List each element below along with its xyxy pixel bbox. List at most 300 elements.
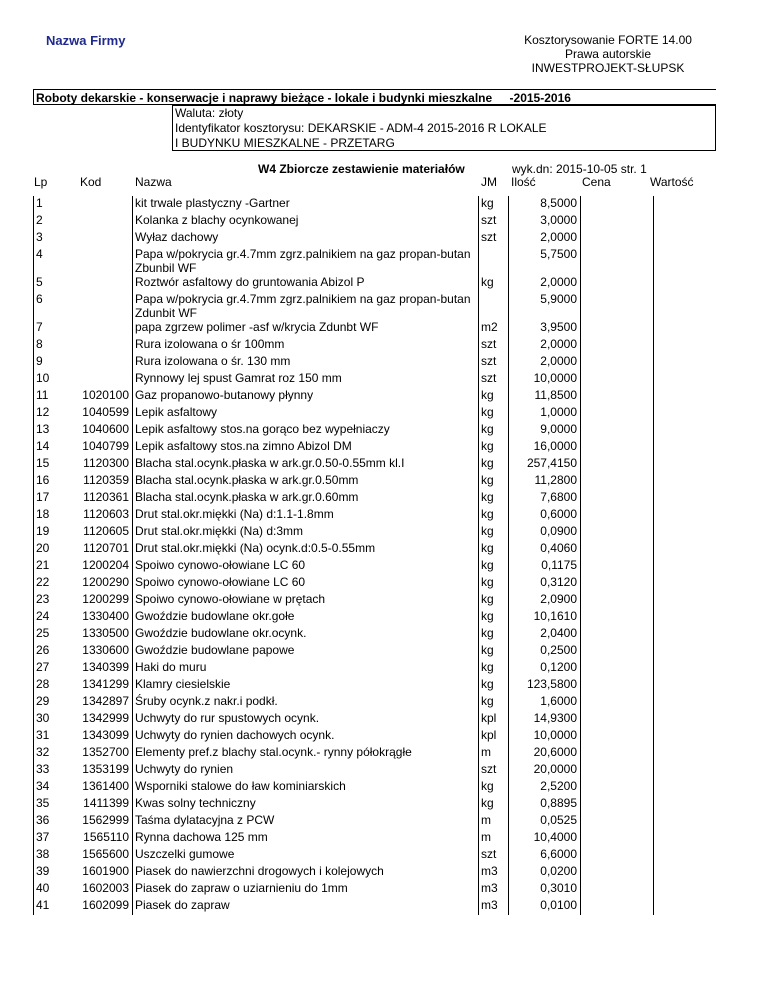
- row-unit: kg: [479, 456, 509, 473]
- table-row: [34, 728, 728, 745]
- row-price: [581, 592, 654, 609]
- row-code: 1602003: [82, 881, 129, 895]
- table-row: [34, 541, 728, 558]
- row-value: [654, 830, 728, 847]
- table-row: [34, 371, 728, 388]
- row-code: 1040799: [82, 439, 129, 453]
- row-value: [654, 626, 728, 643]
- row-quantity: 2,0000: [509, 337, 581, 354]
- row-price: [581, 660, 654, 677]
- row-quantity: 0,6000: [509, 507, 581, 524]
- row-unit: szt: [479, 230, 509, 247]
- row-value: [654, 694, 728, 711]
- row-quantity: 2,0000: [509, 230, 581, 247]
- row-value: [654, 524, 728, 541]
- row-unit: kg: [479, 660, 509, 677]
- row-quantity: 2,5200: [509, 779, 581, 796]
- table-row: [34, 898, 728, 915]
- row-value: [654, 388, 728, 405]
- row-quantity: 10,4000: [509, 830, 581, 847]
- row-lp: 8: [34, 337, 77, 354]
- row-unit: kg: [479, 558, 509, 575]
- table-row: [34, 626, 728, 643]
- row-unit: szt: [479, 762, 509, 779]
- table-row: [34, 405, 728, 422]
- row-code: [77, 354, 133, 371]
- row-code: 1040599: [82, 405, 129, 419]
- row-code: [77, 230, 133, 247]
- row-name: Gwoździe budowlane okr.gołe: [133, 609, 479, 626]
- row-name: Blacha stal.ocynk.płaska w ark.gr.0.50-0.55mm kl.I: [133, 456, 479, 473]
- row-value: [654, 558, 728, 575]
- row-quantity: 2,0400: [509, 626, 581, 643]
- row-price: [581, 694, 654, 711]
- row-unit: kpl: [479, 728, 509, 745]
- table-row: [34, 507, 728, 524]
- row-name: Rynnowy lej spust Gamrat roz 150 mm: [133, 371, 479, 388]
- table-row: [34, 864, 728, 881]
- row-price: [581, 490, 654, 507]
- row-lp: 20: [34, 541, 77, 558]
- table-row: [34, 275, 728, 292]
- row-code: [77, 275, 133, 292]
- table-row: [34, 456, 728, 473]
- row-lp: 34: [34, 779, 77, 796]
- row-unit: kg: [479, 388, 509, 405]
- row-code: 1343099: [82, 728, 129, 742]
- row-value: [654, 337, 728, 354]
- row-name: Papa w/pokrycia gr.4.7mm zgrz.palnikiem na gaz propan-butan Zdunbit WF: [133, 292, 479, 320]
- row-name: kit trwale plastyczny -Gartner: [133, 196, 479, 213]
- row-price: [581, 779, 654, 796]
- row-lp: 16: [34, 473, 77, 490]
- row-name: Drut stal.okr.miękki (Na) ocynk.d:0.5-0.55mm: [133, 541, 479, 558]
- table-row: [34, 575, 728, 592]
- row-unit: kg: [479, 796, 509, 813]
- row-value: [654, 677, 728, 694]
- row-unit: kg: [479, 643, 509, 660]
- row-unit: kg: [479, 592, 509, 609]
- row-quantity: 6,6000: [509, 847, 581, 864]
- table-row: [34, 796, 728, 813]
- row-name: Blacha stal.ocynk.płaska w ark.gr.0.60mm: [133, 490, 479, 507]
- table-row: [34, 847, 728, 864]
- row-quantity: 0,1175: [509, 558, 581, 575]
- row-price: [581, 247, 654, 275]
- row-name: Lepik asfaltowy stos.na zimno Abizol DM: [133, 439, 479, 456]
- row-code: 1565110: [83, 830, 129, 844]
- row-quantity: 3,9500: [509, 320, 581, 337]
- row-unit: m3: [479, 898, 509, 915]
- row-name: Haki do muru: [133, 660, 479, 677]
- row-lp: 29: [34, 694, 77, 711]
- row-code: 1601900: [82, 864, 129, 878]
- table-row: [34, 490, 728, 507]
- row-unit: kg: [479, 626, 509, 643]
- row-name: Gwoździe budowlane papowe: [133, 643, 479, 660]
- row-code: [77, 247, 133, 275]
- row-name: Uchwyty do rynien: [133, 762, 479, 779]
- row-price: [581, 796, 654, 813]
- row-value: [654, 660, 728, 677]
- row-name: Elementy pref.z blachy stal.ocynk.- rynny półokrągłe: [133, 745, 479, 762]
- row-unit: m: [479, 830, 509, 847]
- project-years: -2015-2016: [509, 91, 571, 105]
- row-price: [581, 320, 654, 337]
- row-price: [581, 196, 654, 213]
- row-price: [581, 354, 654, 371]
- row-quantity: 123,5800: [509, 677, 581, 694]
- row-value: [654, 864, 728, 881]
- row-quantity: 1,0000: [509, 405, 581, 422]
- table-row: [34, 524, 728, 541]
- row-lp: 28: [34, 677, 77, 694]
- row-name: Spoiwo cynowo-ołowiane w prętach: [133, 592, 479, 609]
- row-unit: kg: [479, 677, 509, 694]
- row-price: [581, 728, 654, 745]
- table-row: [34, 292, 728, 320]
- row-price: [581, 230, 654, 247]
- row-price: [581, 456, 654, 473]
- col-header-cena: Cena: [582, 175, 611, 189]
- row-quantity: 20,0000: [509, 762, 581, 779]
- row-name: Lepik asfaltowy: [133, 405, 479, 422]
- row-value: [654, 473, 728, 490]
- table-row: [34, 779, 728, 796]
- row-code: 1200299: [82, 592, 129, 606]
- project-info-box: [172, 105, 716, 151]
- row-name: Piasek do zapraw o uziarnieniu do 1mm: [133, 881, 479, 898]
- row-lp: 22: [34, 575, 77, 592]
- table-row: [34, 337, 728, 354]
- table-row: [34, 354, 728, 371]
- row-name: Piasek do zapraw: [133, 898, 479, 915]
- col-header-lp: Lp: [34, 175, 48, 189]
- row-lp: 18: [34, 507, 77, 524]
- row-code: 1120300: [83, 456, 129, 470]
- row-lp: 4: [34, 247, 77, 275]
- row-name: Roztwór asfaltowy do gruntowania Abizol P: [133, 275, 479, 292]
- row-value: [654, 643, 728, 660]
- row-lp: 14: [34, 439, 77, 456]
- row-price: [581, 813, 654, 830]
- row-lp: 40: [34, 881, 77, 898]
- row-price: [581, 292, 654, 320]
- row-price: [581, 677, 654, 694]
- row-lp: 38: [34, 847, 77, 864]
- row-name: Uchwyty do rynien dachowych ocynk.: [133, 728, 479, 745]
- row-unit: kg: [479, 490, 509, 507]
- company-name: Nazwa Firmy: [46, 33, 126, 48]
- row-code: 1565600: [82, 847, 129, 861]
- row-price: [581, 745, 654, 762]
- row-lp: 6: [34, 292, 77, 320]
- row-name: Taśma dylatacyjna z PCW: [133, 813, 479, 830]
- row-lp: 7: [34, 320, 77, 337]
- row-unit: kg: [479, 575, 509, 592]
- row-quantity: 257,4150: [509, 456, 581, 473]
- row-name: Drut stal.okr.miękki (Na) d:1.1-1.8mm: [133, 507, 479, 524]
- row-code: 1411399: [83, 796, 129, 810]
- row-quantity: 16,0000: [509, 439, 581, 456]
- row-value: [654, 813, 728, 830]
- row-unit: kg: [479, 507, 509, 524]
- row-value: [654, 796, 728, 813]
- row-quantity: 20,6000: [509, 745, 581, 762]
- row-value: [654, 405, 728, 422]
- row-value: [654, 456, 728, 473]
- table-row: [34, 677, 728, 694]
- row-unit: kg: [479, 609, 509, 626]
- table-row: [34, 881, 728, 898]
- row-price: [581, 847, 654, 864]
- table-row: [34, 213, 728, 230]
- row-lp: 25: [34, 626, 77, 643]
- row-price: [581, 405, 654, 422]
- report-meta: wyk.dn: 2015-10-05 str. 1: [512, 162, 647, 176]
- row-value: [654, 728, 728, 745]
- row-lp: 33: [34, 762, 77, 779]
- row-unit: szt: [479, 354, 509, 371]
- row-name: Papa w/pokrycia gr.4.7mm zgrz.palnikiem na gaz propan-butan Zbunbil WF: [133, 247, 479, 275]
- row-lp: 32: [34, 745, 77, 762]
- row-price: [581, 626, 654, 643]
- row-price: [581, 864, 654, 881]
- row-name: Rura izolowana o śr 100mm: [133, 337, 479, 354]
- row-unit: [479, 247, 509, 275]
- row-value: [654, 898, 728, 915]
- author-name: INWESTPROJEKT-SŁUPSK: [531, 61, 685, 75]
- row-value: [654, 762, 728, 779]
- table-row: [34, 609, 728, 626]
- row-name: papa zgrzew polimer -asf w/krycia Zdunbt WF: [133, 320, 479, 337]
- row-price: [581, 898, 654, 915]
- row-code: [77, 196, 133, 213]
- row-value: [654, 779, 728, 796]
- row-price: [581, 609, 654, 626]
- row-value: [654, 230, 728, 247]
- row-lp: 11: [34, 388, 77, 405]
- row-code: 1361400: [82, 779, 129, 793]
- table-row: [34, 711, 728, 728]
- row-quantity: 0,0200: [509, 864, 581, 881]
- row-quantity: 1,6000: [509, 694, 581, 711]
- row-value: [654, 609, 728, 626]
- row-price: [581, 213, 654, 230]
- row-value: [654, 881, 728, 898]
- row-code: [77, 292, 133, 320]
- row-lp: 27: [34, 660, 77, 677]
- table-row: [34, 660, 728, 677]
- row-lp: 37: [34, 830, 77, 847]
- row-value: [654, 592, 728, 609]
- row-lp: 30: [34, 711, 77, 728]
- row-name: Uszczelki gumowe: [133, 847, 479, 864]
- row-price: [581, 439, 654, 456]
- row-unit: kg: [479, 275, 509, 292]
- row-name: Piasek do nawierzchni drogowych i kolejowych: [133, 864, 479, 881]
- row-lp: 2: [34, 213, 77, 230]
- row-quantity: 0,0525: [509, 813, 581, 830]
- row-code: 1342897: [82, 694, 129, 708]
- row-unit: m2: [479, 320, 509, 337]
- row-price: [581, 762, 654, 779]
- row-price: [581, 275, 654, 292]
- row-value: [654, 490, 728, 507]
- row-quantity: 5,9000: [509, 292, 581, 320]
- row-code: 1120701: [83, 541, 129, 555]
- row-value: [654, 439, 728, 456]
- row-value: [654, 213, 728, 230]
- project-title-box: [33, 89, 716, 105]
- row-name: Spoiwo cynowo-ołowiane LC 60: [133, 575, 479, 592]
- row-unit: m3: [479, 864, 509, 881]
- row-lp: 12: [34, 405, 77, 422]
- row-code: 1200204: [82, 558, 129, 572]
- row-name: Rura izolowana o śr. 130 mm: [133, 354, 479, 371]
- table-row: [34, 247, 728, 275]
- row-code: 1342999: [82, 711, 129, 725]
- row-quantity: 0,4060: [509, 541, 581, 558]
- table-row: [34, 762, 728, 779]
- row-unit: m: [479, 745, 509, 762]
- row-quantity: 3,0000: [509, 213, 581, 230]
- row-code: 1330400: [82, 609, 129, 623]
- software-name: Kosztorysowanie FORTE 14.00: [524, 33, 692, 47]
- row-unit: kg: [479, 779, 509, 796]
- row-price: [581, 541, 654, 558]
- row-unit: szt: [479, 847, 509, 864]
- row-quantity: 0,0100: [509, 898, 581, 915]
- row-quantity: 11,2800: [509, 473, 581, 490]
- row-code: [77, 213, 133, 230]
- row-name: Wsporniki stalowe do ław kominiarskich: [133, 779, 479, 796]
- row-code: 1340399: [82, 660, 129, 674]
- table-row: [34, 694, 728, 711]
- row-code: 1120361: [83, 490, 129, 504]
- row-price: [581, 371, 654, 388]
- row-unit: kg: [479, 541, 509, 558]
- row-unit: kg: [479, 405, 509, 422]
- row-name: Gaz propanowo-butanowy płynny: [133, 388, 479, 405]
- col-header-kod: Kod: [80, 175, 102, 189]
- row-code: 1352700: [82, 745, 129, 759]
- col-header-nazwa: Nazwa: [135, 175, 172, 189]
- row-lp: 5: [34, 275, 77, 292]
- row-value: [654, 422, 728, 439]
- row-name: Klamry ciesielskie: [133, 677, 479, 694]
- row-unit: m: [479, 813, 509, 830]
- row-price: [581, 524, 654, 541]
- row-price: [581, 422, 654, 439]
- row-price: [581, 643, 654, 660]
- identifier-line-1: Identyfikator kosztorysu: DEKARSKIE - ADM-4 2015-2016 R LOKALE: [175, 121, 547, 135]
- row-value: [654, 196, 728, 213]
- row-lp: 23: [34, 592, 77, 609]
- row-name: Kwas solny techniczny: [133, 796, 479, 813]
- row-price: [581, 711, 654, 728]
- row-price: [581, 575, 654, 592]
- row-quantity: 8,5000: [509, 196, 581, 213]
- row-lp: 10: [34, 371, 77, 388]
- row-code: 1330600: [82, 643, 129, 657]
- row-quantity: 2,0900: [509, 592, 581, 609]
- row-lp: 35: [34, 796, 77, 813]
- table-row: [34, 473, 728, 490]
- row-price: [581, 830, 654, 847]
- row-quantity: 10,1610: [509, 609, 581, 626]
- table-row: [34, 745, 728, 762]
- row-lp: 31: [34, 728, 77, 745]
- row-unit: m3: [479, 881, 509, 898]
- row-lp: 3: [34, 230, 77, 247]
- table-row: [34, 813, 728, 830]
- table-row: [34, 439, 728, 456]
- row-lp: 36: [34, 813, 77, 830]
- row-code: 1120359: [83, 473, 129, 487]
- row-lp: 19: [34, 524, 77, 541]
- row-value: [654, 371, 728, 388]
- row-lp: 41: [34, 898, 77, 915]
- row-code: 1602099: [82, 898, 129, 912]
- row-value: [654, 711, 728, 728]
- row-quantity: 0,3010: [509, 881, 581, 898]
- row-name: Blacha stal.ocynk.płaska w ark.gr.0.50mm: [133, 473, 479, 490]
- row-lp: 24: [34, 609, 77, 626]
- row-price: [581, 337, 654, 354]
- row-quantity: 0,1200: [509, 660, 581, 677]
- row-quantity: 10,0000: [509, 728, 581, 745]
- table-row: [34, 592, 728, 609]
- row-name: Rynna dachowa 125 mm: [133, 830, 479, 847]
- row-code: 1330500: [82, 626, 129, 640]
- row-lp: 17: [34, 490, 77, 507]
- row-name: Kolanka z blachy ocynkowanej: [133, 213, 479, 230]
- table-row: [34, 388, 728, 405]
- row-quantity: 0,8895: [509, 796, 581, 813]
- row-name: Gwoździe budowlane okr.ocynk.: [133, 626, 479, 643]
- row-price: [581, 558, 654, 575]
- row-name: Uchwyty do rur spustowych ocynk.: [133, 711, 479, 728]
- identifier-line-2: I BUDYNKU MIESZKALNE - PRZETARG: [175, 136, 395, 150]
- row-price: [581, 507, 654, 524]
- project-title: Roboty dekarskie - konserwacje i naprawy bieżące - lokale i budynki mieszkalne: [36, 91, 493, 105]
- row-unit: kg: [479, 422, 509, 439]
- col-header-wartosc: Wartość: [650, 175, 694, 189]
- materials-table: [33, 196, 728, 915]
- row-value: [654, 320, 728, 337]
- row-quantity: 2,0000: [509, 354, 581, 371]
- row-unit: kpl: [479, 711, 509, 728]
- row-unit: szt: [479, 371, 509, 388]
- row-quantity: 10,0000: [509, 371, 581, 388]
- row-name: Śruby ocynk.z nakr.i podkł.: [133, 694, 479, 711]
- row-code: 1040600: [82, 422, 129, 436]
- table-row: [34, 558, 728, 575]
- table-row: [34, 320, 728, 337]
- row-price: [581, 388, 654, 405]
- row-value: [654, 292, 728, 320]
- table-row: [34, 830, 728, 847]
- row-code: 1341299: [82, 677, 129, 691]
- row-unit: kg: [479, 524, 509, 541]
- row-quantity: 5,7500: [509, 247, 581, 275]
- row-lp: 21: [34, 558, 77, 575]
- table-row: [34, 422, 728, 439]
- row-value: [654, 541, 728, 558]
- row-value: [654, 847, 728, 864]
- row-quantity: 9,0000: [509, 422, 581, 439]
